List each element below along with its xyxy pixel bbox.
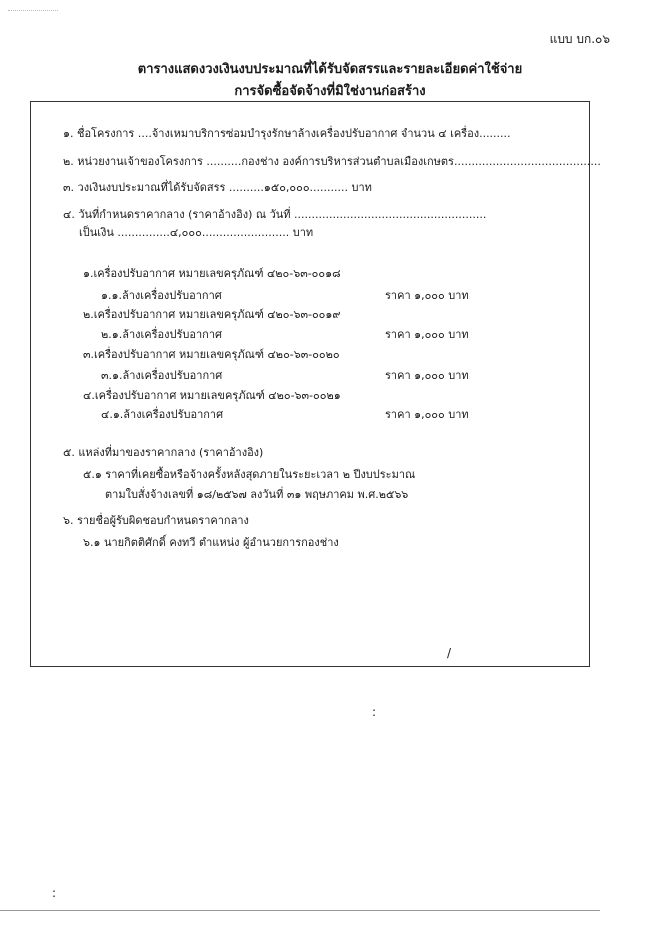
item3-budget: ๓. วงเงินงบประมาณที่ได้รับจัดสรร ..........๑๕๐,๐๐๐........... บาท	[63, 181, 372, 194]
unit3-price: ราคา ๑,๐๐๐ บาท	[385, 369, 469, 382]
colon-mark: :	[372, 705, 377, 719]
scan-edge-dots	[8, 10, 58, 11]
unit1-name: ๑.เครื่องปรับอากาศ หมายเลขครุภัณฑ์ ๔๒๐-๖๓-๐๐๑๘	[83, 267, 341, 280]
scan-edge-line	[0, 910, 600, 911]
stray-mark: /	[447, 646, 452, 660]
item6-responsible: ๖. รายชื่อผู้รับผิดชอบกำหนดราคากลาง	[63, 514, 249, 527]
item4-reference-date: ๔. วันที่กำหนดราคากลาง (ราคาอ้างอิง) ณ วันที่ .......................................................	[63, 208, 487, 221]
unit3-task: ๓.๑.ล้างเครื่องปรับอากาศ	[101, 369, 223, 382]
colon-mark-bottom: :	[52, 886, 57, 900]
item6-1-person: ๖.๑ นายกิตติศักดิ์ คงทวี ตำแหน่ง ผู้อำนวยการกองช่าง	[83, 536, 339, 549]
unit1-price: ราคา ๑,๐๐๐ บาท	[385, 289, 469, 302]
form-code: แบบ บก.๐๖	[549, 32, 610, 46]
unit4-name: ๔.เครื่องปรับอากาศ หมายเลขครุภัณฑ์ ๔๒๐-๖๓-๐๐๒๑	[83, 389, 341, 402]
document-title-line1: ตารางแสดงวงเงินงบประมาณที่ได้รับจัดสรรและรายละเอียดค่าใช้จ่าย	[137, 62, 523, 77]
item2-agency: ๒. หน่วยงานเจ้าของโครงการ ..........กองช่าง องค์การบริหารส่วนตำบลเมืองเกษตร..........................................	[63, 155, 601, 168]
item1-project-name: ๑. ชื่อโครงการ ....จ้างเหมาบริการซ่อมบำรุงรักษาล้างเครื่องปรับอากาศ จำนวน ๔ เครื่อง.........	[63, 127, 511, 140]
content-box	[30, 101, 601, 667]
unit4-price: ราคา ๑,๐๐๐ บาท	[385, 408, 469, 421]
unit2-name: ๒.เครื่องปรับอากาศ หมายเลขครุภัณฑ์ ๔๒๐-๖๓-๐๐๑๙	[83, 308, 341, 321]
unit4-task: ๔.๑.ล้างเครื่องปรับอากาศ	[101, 408, 224, 421]
item5-1-order-ref: ตามใบสั่งจ้างเลขที่ ๑๘/๒๕๖๗ ลงวันที่ ๓๑ พฤษภาคม พ.ศ.๒๕๖๖	[105, 488, 409, 501]
item4-amount: เป็นเงิน ...............๔,๐๐๐......................... บาท	[79, 226, 314, 239]
unit2-price: ราคา ๑,๐๐๐ บาท	[385, 328, 469, 341]
item5-1-source-detail: ๕.๑ ราคาที่เคยซื้อหรือจ้างครั้งหลังสุดภายในระยะเวลา ๒ ปีงบประมาณ	[83, 468, 416, 481]
unit2-task: ๒.๑.ล้างเครื่องปรับอากาศ	[101, 328, 222, 341]
unit3-name: ๓.เครื่องปรับอากาศ หมายเลขครุภัณฑ์ ๔๒๐-๖๓-๐๐๒๐	[83, 348, 340, 361]
unit1-task: ๑.๑.ล้างเครื่องปรับอากาศ	[101, 289, 222, 302]
document-title-line2: การจัดซื้อจัดจ้างที่มิใช่งานก่อสร้าง	[234, 84, 426, 99]
item5-price-source: ๕. แหล่งที่มาของราคากลาง (ราคาอ้างอิง)	[63, 446, 264, 459]
